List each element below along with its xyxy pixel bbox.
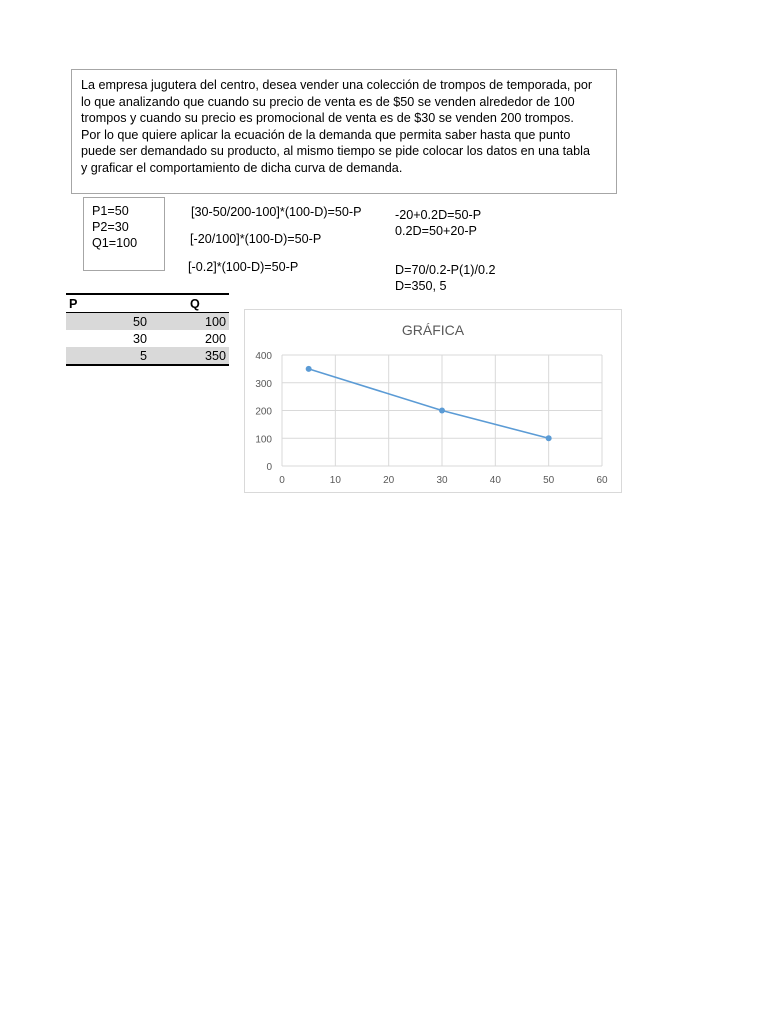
given-p1: P1=50 bbox=[92, 204, 129, 218]
table-row bbox=[66, 347, 229, 365]
x-tick-label: 40 bbox=[489, 475, 501, 486]
x-tick-label: 20 bbox=[383, 475, 395, 486]
equation-step-3: [-0.2]*(100-D)=50-P bbox=[188, 260, 299, 274]
cell-q: 100 bbox=[150, 313, 229, 331]
table-row bbox=[66, 313, 229, 331]
table-row bbox=[66, 330, 229, 347]
cell-p: 50 bbox=[66, 313, 150, 331]
given-p2: P2=30 bbox=[92, 220, 129, 234]
y-tick-label: 100 bbox=[255, 434, 272, 446]
equation-step-4: -20+0.2D=50-P bbox=[395, 208, 482, 222]
x-tick-label: 50 bbox=[543, 475, 555, 486]
header-q: Q bbox=[150, 294, 229, 313]
cell-q: 350 bbox=[150, 347, 229, 365]
equation-result: D=350, 5 bbox=[395, 279, 447, 293]
problem-line: La empresa jugutera del centro, desea vender una colección de trompos de temporada, por bbox=[81, 78, 593, 92]
y-tick-label: 300 bbox=[255, 378, 272, 390]
given-values-box bbox=[83, 197, 165, 271]
equation-step-1: [30-50/200-100]*(100-D)=50-P bbox=[191, 205, 362, 219]
problem-line: y graficar el comportamiento de dicha curva de demanda. bbox=[81, 160, 403, 175]
y-tick-label: 400 bbox=[255, 351, 272, 362]
x-tick-label: 30 bbox=[436, 475, 448, 486]
problem-line: lo que analizando que cuando su precio de venta es de $50 se venden alrededor de 100 bbox=[81, 94, 575, 109]
x-tick-label: 0 bbox=[279, 475, 285, 486]
data-point bbox=[546, 435, 552, 441]
equation-step-6: D=70/0.2-P(1)/0.2 bbox=[395, 263, 496, 277]
equation-step-5: 0.2D=50+20-P bbox=[395, 224, 477, 238]
data-point bbox=[306, 366, 312, 372]
series-line bbox=[309, 369, 549, 438]
cell-p: 30 bbox=[132, 331, 147, 346]
problem-line: trompos y cuando su precio es promocional de venta es de $30 se venden 200 trompos. bbox=[81, 111, 574, 126]
problem-line: Por lo que quiere aplicar la ecuación de la demanda que permita saber hasta que punto bbox=[81, 127, 571, 142]
y-tick-label: 200 bbox=[255, 406, 272, 418]
price-quantity-table bbox=[66, 293, 229, 366]
demand-chart bbox=[244, 309, 622, 493]
given-q1: Q1=100 bbox=[92, 236, 138, 250]
cell-q: 200 bbox=[204, 331, 226, 346]
cell-p: 5 bbox=[66, 347, 150, 365]
problem-line: puede ser demandado su producto, al mismo tiempo se pide colocar los datos en una tabla bbox=[81, 144, 590, 159]
problem-statement-box bbox=[71, 69, 617, 194]
x-tick-label: 10 bbox=[329, 475, 341, 486]
data-point bbox=[439, 408, 445, 414]
header-p: P bbox=[66, 294, 150, 313]
chart-title: GRÁFICA bbox=[401, 322, 465, 338]
equation-step-2: [-20/100]*(100-D)=50-P bbox=[190, 232, 322, 246]
x-tick-label: 60 bbox=[596, 475, 608, 486]
table-header-row bbox=[66, 294, 229, 313]
chart-svg bbox=[245, 310, 621, 492]
y-tick-label: 0 bbox=[266, 462, 272, 473]
